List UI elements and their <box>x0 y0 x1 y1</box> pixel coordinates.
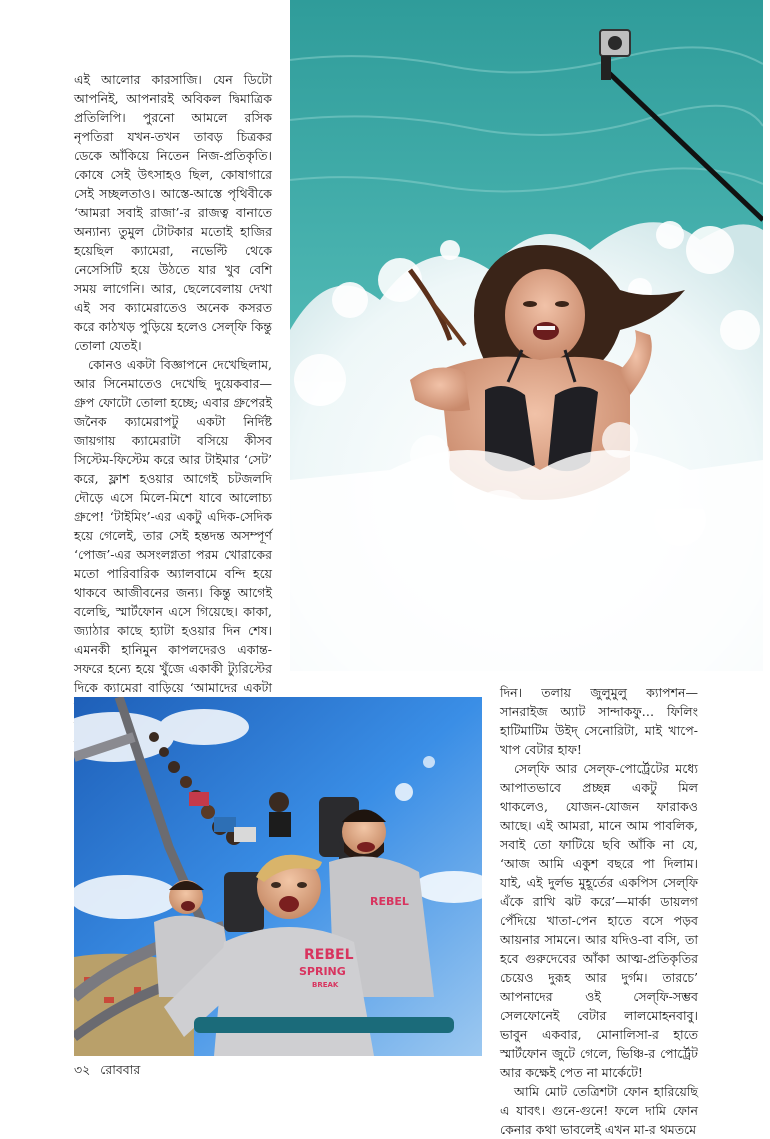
hoodie-print-right: REBEL <box>370 895 409 908</box>
article-paragraph: এই আলোর কারসাজি। যেন ডিটো আপনিই, আপনারই অবিকল দ্বিমাত্রিক প্রতিলিপি। পুরনো আমলে রসিক নৃপতিরা যখন-তখন তাবড় চিত্রকর ডেকে আঁকিয়ে নিতেন নিজ-প্রতিকৃতি। কোষে সেই উৎসাহও ছিল, কোষাগারে সেই সচ্ছলতাও। আস্তে-আস্তে পৃথিবীকে ‘আমরা সবাই রাজা’-র রাজত্ব বানাতে অন্যান্য তুমুল টোটকার মতোই হাজির হয়েছিল ক্যামেরা, নভেল্টি থেকে নেসেসিটি হয়ে উঠতে যার খুব বেশি সময় লাগেনি। আর, ছেলেবেলায় দেখা এই সব ক্যামেরাতেও অনেক কসরত করে কাঠখড় পুড়িয়ে হলেও সেল্‌ফি কিন্তু তোলা যেত‌ই। <box>74 72 272 353</box>
page-number: ৩২ <box>74 1062 91 1077</box>
article-paragraph: কোনও একটা বিজ্ঞাপনে দেখেছিলাম, আর সিনেমাতেও দেখেছি দুয়েকবার—গ্রুপ ফোটো তোলা হচ্ছে; এবার গ্রুপেরই জনৈক ক্যামেরাপটু একটা নির্দিষ্ট জায়গায় ক্যামেরাটা বসিয়ে কীসব সিস্টেম-ফিস্টেম করে আর টাইমার ‘সেট’ করে, ফ্লাশ হওয়ার আগেই চটজলদি দৌড়ে এসে মিলে-মিশে যাবে আলোচ্য গ্রুপে! ‘টাইমিং’-এর একটু এদিক-সেদিক হয়ে গেলেই, তার সেই হন্তদন্ত অসম্পূর্ণ ‘পোজ’-এর অসংলগ্নতা পরম খোরাকের মতো পারিবারিক অ্যালবামে বন্দি হয়ে থাকবে আজীবনের জন্য। কিন্তু আগেই বলেছি, স্মার্টফোন এসে গিয়েছে। কাকা, জ্যাঠার কাছে হ্যাটা হওয়ার দিন শেষ। এমনকী হানিমুন কাপলদেরও একান্ত-সফরে হন্যে হয়ে খুঁজে একাকী ট্যুরিস্টের দিকে ক্যামেরা বাড়িয়ে ‘আমাদের একটা <box>74 357 272 695</box>
hoodie-print-front-spring: SPRING <box>299 965 346 978</box>
hoodie-print-front-break: BREAK <box>312 981 339 989</box>
rollercoaster-illustration <box>74 697 482 1056</box>
hoodie-print-front-rebel: REBEL <box>304 947 354 963</box>
photo-selfie-wave <box>290 0 763 671</box>
photo-rollercoaster-selfie <box>74 697 482 1056</box>
article-paragraph: দিন। তলায় জুলুমুলু ক্যাপশন—সানরাইজ অ্যাট সান্দাকফু… ফিলিং হাটিমাটিম উইদ্ সেনোরিটা, মাই খাপে-খাপ বেটার হাফ! <box>500 685 698 757</box>
page-footer <box>74 1062 146 1082</box>
article-paragraph: আমি মোট তেত্রিশটা ফোন হারিয়েছি এ যাবৎ। গুনে-গুনে! ফলে দামি ফোন কেনার কথা ভাবলেই এখন মা-র থমতমে <box>500 1084 698 1137</box>
article-column-bottom <box>500 683 698 1139</box>
magazine-name: রোববার <box>100 1062 141 1077</box>
article-column-top <box>74 70 272 754</box>
article-paragraph: সেল্‌ফি আর সেল্‌ফ-পোর্ট্রেটের মধ্যে আপাতভাবে প্রচ্ছন্ন একটু মিল থাকলেও, যোজন-যোজন ফারাকও আছে। এই আমরা, মানে আম পাবলিক, সবাই তো ফাটিয়ে ছবি আঁকি না যে, ‘আজ আমি একুশ বছরে পা দিলাম। যাই, এই দুর্লভ মুহূর্তের একপিস সেল্‌ফি এঁকে রাখি ঝট করে’—মার্কা ডায়লগ পেঁদিয়ে খাতা-পেন হাতে বসে পড়ব আয়নার সামনে। আর যদিও-বা বসি, তা হবে গুরুদেবের আঁকা আত্ম-প্রতিকৃতির চেয়েও দুরূহ আর দুর্গম। তারচে’ আপনাদের ওই সেল্‌ফি-সম্ভব সেলফোনেই বেটার লালমোহনবাবু। ভাবুন একবার, মোনালিসা-র হাতে স্মার্টফোন জুটে গেলে, ভিঞ্চি-র পোর্ট্রেট আর কক্ষেই পেত না মার্কেটে! <box>500 761 698 1080</box>
wave-selfie-illustration <box>290 0 763 671</box>
